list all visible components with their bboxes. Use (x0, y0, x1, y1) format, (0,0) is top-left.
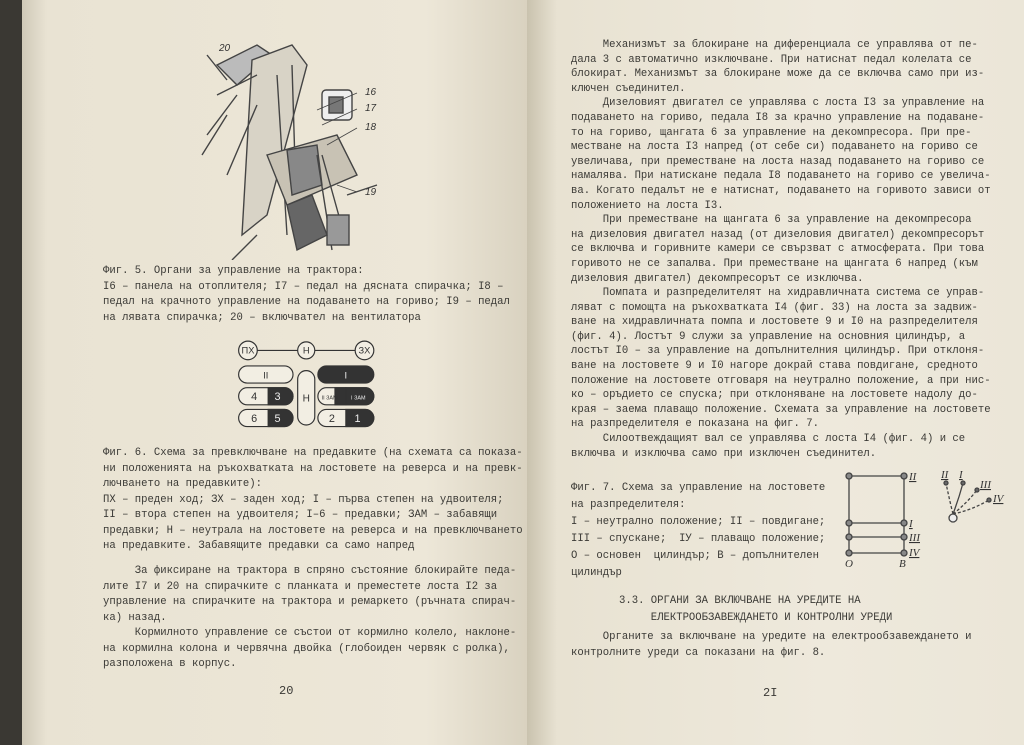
left-body-text (103, 564, 516, 673)
callout-16: 16 (365, 87, 377, 98)
caption-line: лючването на предавките): (103, 478, 262, 490)
fan-label-I: I (959, 469, 963, 481)
label-forward: ПХ (241, 345, 255, 356)
text-line: разположена в корпус. (103, 658, 237, 670)
caption-line: ПХ – преден ход; ЗХ – заден ход; I – първа степен на удвоителя; (103, 493, 504, 506)
text-line: ва. Когато педалът не е натиснат, подаването на горивото зависи от (571, 184, 991, 197)
label-reverse: ЗХ (358, 345, 371, 356)
grid-label-III: III (909, 532, 920, 544)
text-line: При преместване на щангата 6 за управление на декомпресора (571, 214, 972, 227)
text-line: лите I7 и 20 на спирачките с планката и преместете лоста I2 за (103, 580, 498, 593)
grid-label-IV: IV (909, 547, 920, 559)
figure7-lever-diagram (841, 468, 1019, 568)
text-line: увеличава, при преместване на лоста назад подаването на гориво се (571, 155, 985, 168)
caption-line: на предавките. Забавящите предавки са само напред (103, 540, 415, 552)
text-line: ключен съединител. (571, 82, 686, 95)
callout-19: 19 (365, 187, 377, 198)
caption-line: II – втора степен на удвоителя; I–6 – предавки; ЗАМ – забавящи (103, 509, 498, 521)
text-line: на разпределителя е показана на фиг. 7. (571, 418, 819, 431)
text-line: края – заема плаващо положение. Схемата за управление на лостовете (571, 403, 991, 416)
figure7-caption (571, 480, 825, 582)
text-line: се включва и горивните камери се свързват с атмосферата. При това (571, 243, 985, 256)
text-line: подаването на гориво, педала I8 за крачно управление на подаване- (571, 111, 985, 124)
right-page (527, 0, 1024, 745)
gear-3: 3 (274, 391, 281, 404)
text-line: Силоотвеждащият вал се управлява с лоста I4 (фиг. 4) и се (571, 433, 966, 446)
right-body-text (571, 38, 991, 461)
caption-line: Фиг. 5. Органи за управление на трактора: (103, 265, 364, 277)
gear-2: 2 (328, 412, 335, 425)
caption-line: Фиг. 7. Схема за управление на лостовете (571, 482, 826, 494)
fan-label-IV: IV (993, 493, 1004, 505)
text-line: положение на лостовете отговаря на неутрално положение, а при нис- (571, 374, 991, 387)
text-line: ко – оръдието се спуска; при отклоняване на лостовете надолу до- (571, 389, 978, 402)
caption-line: III – спускане; IУ – плаващо положение; (571, 533, 826, 545)
callout-20: 20 (219, 43, 231, 54)
text-line: намалява. При натискане педала I8 подаването на гориво се увелича- (571, 170, 991, 183)
text-line: ване на хидравличната помпа и лостовете 9 и I0 на разпределителя (571, 316, 978, 329)
text-line: на дизеловия двигател назад (от дизеловия двигател) декомпресорът (571, 228, 985, 241)
grid-label-II: II (909, 471, 917, 483)
text-line: Помпата и разпределителят на хидравличната система се управ- (571, 287, 985, 300)
text-line: дала 3 с автоматично изключване. При натиснат педал колелата се (571, 53, 972, 66)
text-line: горивото не се запалва. При преместване на щангата 6 напред (към (571, 257, 978, 270)
section-heading (619, 593, 892, 627)
text-line: Кормилното управление се състои от кормилно колело, наклоне- (103, 627, 517, 639)
text-line: (фиг. 4). Лостът 9 служи за управление на основния цилиндър, а (571, 330, 966, 343)
text-line: положението на лоста I3. (571, 199, 724, 212)
text-line: Органите за включване на уредите на електрообзавеждането и (571, 631, 972, 643)
figure6-caption (103, 446, 523, 555)
gear-5: 5 (274, 412, 281, 425)
caption-line: на разпределителя: (571, 499, 686, 511)
caption-line: ни положенията на ръкохватката на лостовете на реверса и на превк- (103, 462, 523, 475)
figure5-illustration (197, 35, 397, 260)
text-line: Механизмът за блокиране на диференциала се управлява от пе- (571, 39, 978, 51)
text-line: ка) назад. (103, 611, 167, 624)
text-line: Дизеловият двигател се управлява с лоста I3 за управление на (571, 97, 985, 110)
text-line: включва и изключва само при изключен съединител. (571, 447, 877, 460)
text-line: дизеловия двигател) декомпресорът се изключва. (571, 272, 864, 285)
section-body-text (571, 630, 972, 661)
gear-I-zam: I ЗАМ (351, 395, 366, 402)
page-number: 20 (279, 684, 294, 698)
figure6-gear-diagram (237, 338, 377, 439)
left-page (22, 0, 527, 745)
gear-4: 4 (251, 391, 258, 404)
text-line: За фиксиране на трактора в спряно състояние блокирайте педа- (103, 565, 517, 577)
gear-II-zam: II ЗАМ (321, 395, 338, 402)
callout-18: 18 (365, 122, 377, 133)
gear-I: I (344, 370, 348, 381)
caption-line: на лявата спирачка; 20 – включвател на вентилатора (103, 311, 421, 324)
text-line: то на гориво, щангата 6 за управление на декомпресора. При пре- (571, 126, 972, 139)
label-neutral: Н (302, 345, 310, 356)
text-line: на кормилна колона и червячна двойка (глобоиден червяк с ролка), (103, 642, 510, 655)
page-number: 2I (763, 686, 778, 700)
caption-line: предавки; Н – неутрала на лостовете на реверса и на превключването (103, 524, 523, 537)
text-line: ване на лостовете 9 и I0 нагоре докрай става повдигане, средното (571, 360, 978, 373)
grid-label-I: I (909, 518, 913, 530)
caption-line: I6 – панела на отоплителя; I7 – педал на дясната спирачка; I8 – (103, 280, 504, 293)
text-line: управление на спирачките на трактора и ремаркето (ръчната спирач- (103, 596, 517, 608)
caption-line: цилиндър (571, 567, 622, 579)
caption-line: педал на крачното управление на подаването на гориво; I9 – педал (103, 296, 510, 308)
heading-line: 3.3. ОРГАНИ ЗА ВКЛЮЧВАНЕ НА УРЕДИТЕ НА (619, 595, 861, 607)
text-line: блокират. Механизмът за блокиране може да се включва само при из- (571, 68, 985, 81)
fan-label-III: III (980, 479, 991, 491)
caption-line: О – основен цилиндър; В – допълнителен (571, 550, 819, 562)
text-line: местване на лоста I3 напред (от себе си) подаването на гориво се (571, 141, 978, 154)
callout-17: 17 (365, 103, 377, 114)
gear-II: II (263, 370, 269, 381)
text-line: контролните уреди са показани на фиг. 8. (571, 646, 826, 659)
heading-line: ЕЛЕКТРООБЗАВЕЖДАНЕТО И КОНТРОЛНИ УРЕДИ (619, 612, 893, 624)
gear-1: 1 (354, 412, 361, 425)
label-O: О (845, 558, 853, 568)
caption-line: Фиг. 6. Схема за превключване на предавките (на схемата са показа- (103, 447, 523, 459)
fan-label-II: II (941, 469, 949, 481)
caption-line: I – неутрално положение; II – повдигане; (571, 516, 826, 528)
text-line: лостът I0 – за управление на допълнителния цилиндър. При отклоня- (571, 345, 985, 358)
label-B: В (899, 558, 906, 568)
text-line: ляват с помощта на ръкохватката I4 (фиг. 33) на лоста за задвиж- (571, 301, 978, 314)
figure5-caption (103, 264, 510, 326)
gear-6: 6 (251, 412, 258, 425)
label-center-neutral: Н (302, 393, 310, 405)
